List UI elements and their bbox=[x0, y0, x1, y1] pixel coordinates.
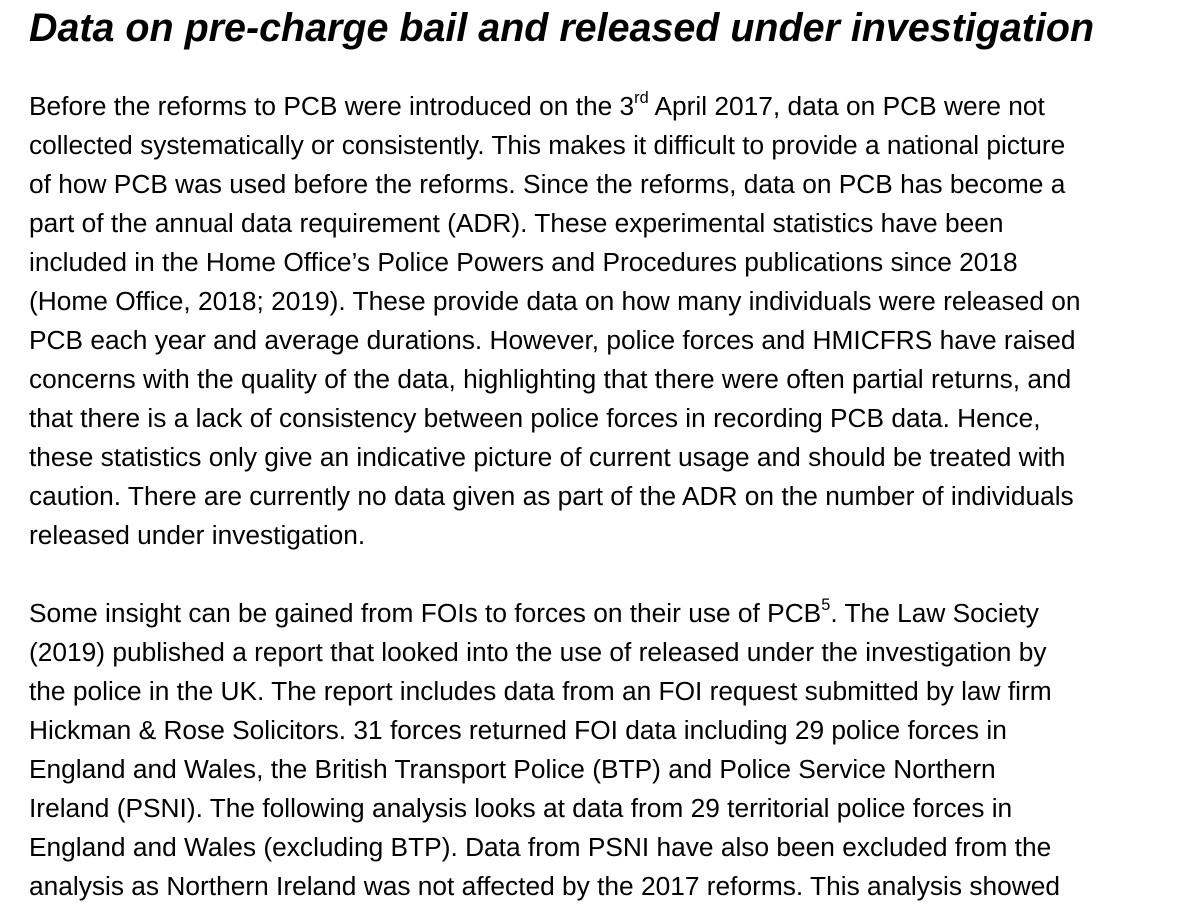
document-page bbox=[29, 0, 1189, 906]
paragraph-line: England and Wales, the British Transport Police (BTP) and Police Service Northern bbox=[29, 754, 996, 784]
paragraph-line: Ireland (PSNI). The following analysis looks at data from 29 territorial police forces in bbox=[29, 793, 1013, 823]
paragraph-line: part of the annual data requirement (ADR). These experimental statistics have been bbox=[29, 208, 1004, 238]
paragraph-line: included in the Home Office’s Police Powers and Procedures publications since 2018 bbox=[29, 247, 1018, 277]
paragraph-line: released under investigation. bbox=[29, 520, 366, 550]
paragraph-foi-insight bbox=[29, 594, 1189, 906]
paragraph-line: PCB each year and average durations. However, police forces and HMICFRS have raised bbox=[29, 325, 1076, 355]
paragraph-line: England and Wales (excluding BTP). Data from PSNI have also been excluded from the bbox=[29, 832, 1052, 862]
paragraph-line bbox=[29, 594, 1189, 633]
paragraph-line: these statistics only give an indicative picture of current usage and should be treated with bbox=[29, 442, 1066, 472]
text-run: Before the reforms to PCB were introduced on the 3 bbox=[29, 91, 635, 121]
paragraph-line bbox=[29, 87, 1189, 126]
paragraph-line: concerns with the quality of the data, highlighting that there were often partial returns, and bbox=[29, 364, 1072, 394]
paragraph-line: the police in the UK. The report includes data from an FOI request submitted by law firm bbox=[29, 676, 1052, 706]
text-run: April 2017, data on PCB were not bbox=[648, 91, 1045, 121]
paragraph-pcb-data bbox=[29, 87, 1189, 555]
paragraph-line: (Home Office, 2018; 2019). These provide data on how many individuals were released on bbox=[29, 286, 1081, 316]
paragraph-line: collected systematically or consistently. This makes it difficult to provide a national picture bbox=[29, 130, 1066, 160]
paragraph-line: of how PCB was used before the reforms. Since the reforms, data on PCB has become a bbox=[29, 169, 1066, 199]
paragraph-line: analysis as Northern Ireland was not affected by the 2017 reforms. This analysis showed bbox=[29, 871, 1060, 901]
section-heading: Data on pre-charge bail and released under investigation bbox=[29, 6, 1095, 50]
text-run: . The Law Society bbox=[830, 598, 1039, 628]
paragraph-line: that there is a lack of consistency between police forces in recording PCB data. Hence, bbox=[29, 403, 1041, 433]
paragraph-line: caution. There are currently no data given as part of the ADR on the number of individuals bbox=[29, 481, 1074, 511]
paragraph-line: Hickman & Rose Solicitors. 31 forces returned FOI data including 29 police forces in bbox=[29, 715, 1007, 745]
text-run: Some insight can be gained from FOIs to forces on their use of PCB bbox=[29, 598, 822, 628]
paragraph-line: (2019) published a report that looked into the use of released under the investigation by bbox=[29, 637, 1047, 667]
ordinal-superscript: rd bbox=[634, 88, 649, 107]
footnote-ref-5[interactable]: 5 bbox=[821, 595, 831, 614]
